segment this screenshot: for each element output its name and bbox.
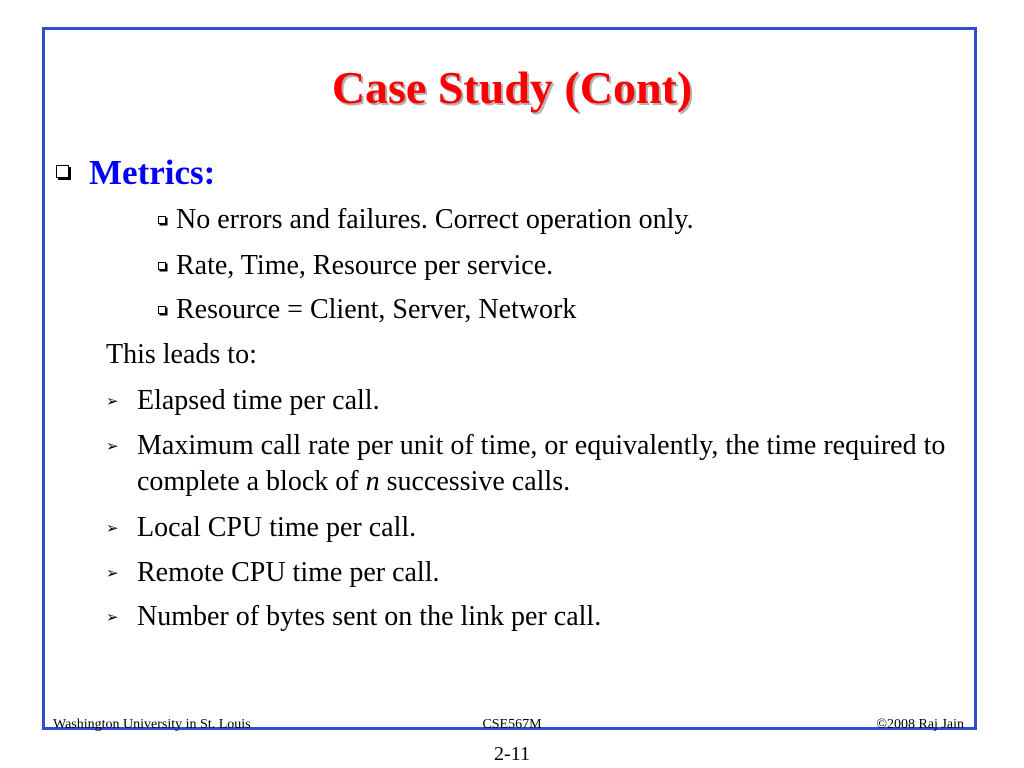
small-box-bullet-icon [158, 262, 166, 270]
arrow-bullet-icon: ➢ [106, 564, 119, 582]
checkbox-bullet-icon [56, 165, 69, 178]
arrow-bullet-icon: ➢ [106, 392, 119, 410]
bullet-point-text-end: successive calls. [379, 466, 571, 497]
sub-item-text: Resource = Client, Server, Network [176, 294, 577, 325]
footer-copyright: ©2008 Raj Jain [876, 717, 964, 732]
bullet-point [106, 428, 966, 500]
lead-text: This leads to: [106, 339, 257, 370]
variable-n: n [365, 466, 380, 497]
bullet-point-text: Remote CPU time per call. [137, 557, 440, 588]
bullet-point-text: Elapsed time per call. [137, 385, 380, 416]
bullet-point-text-start: Maximum call rate per unit of time, or equivalently, the time required to complete a block of [137, 430, 946, 497]
arrow-bullet-icon: ➢ [106, 608, 119, 626]
sub-item [158, 248, 553, 284]
metrics-heading [56, 151, 215, 195]
sub-item-text: Rate, Time, Resource per service. [176, 250, 554, 281]
metrics-heading-label: Metrics: [89, 153, 216, 192]
bullet-point [106, 383, 966, 419]
bullet-point [106, 599, 966, 635]
slide-title: Case Study (Cont) [331, 62, 693, 113]
sub-item [158, 202, 694, 238]
sub-item-text: No errors and failures. Correct operation only. [176, 204, 694, 235]
sub-item [158, 292, 576, 328]
bullet-point-text [137, 428, 966, 500]
bullet-point-text: Number of bytes sent on the link per call. [137, 601, 602, 632]
arrow-bullet-icon: ➢ [106, 519, 119, 537]
small-box-bullet-icon [158, 306, 166, 314]
arrow-bullet-icon: ➢ [106, 437, 119, 455]
footer-course: CSE567M [482, 717, 542, 732]
bullet-point [106, 510, 966, 546]
page-number: 2-11 [494, 743, 530, 765]
small-box-bullet-icon [158, 216, 166, 224]
footer-institution: Washington University in St. Louis [53, 717, 251, 732]
bullet-point [106, 555, 966, 591]
bullet-point-text: Local CPU time per call. [137, 512, 417, 543]
